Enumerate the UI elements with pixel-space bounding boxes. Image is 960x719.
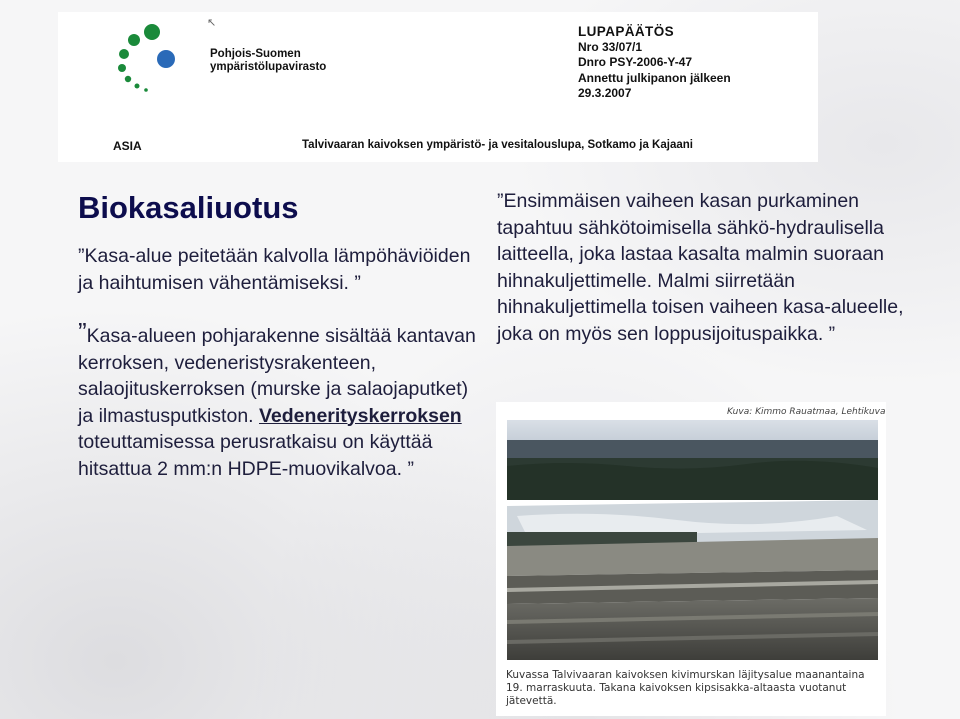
logo-dot [144,88,148,92]
paragraph-base-structure-rest: toteuttamisessa perusratkaisu on käyttää hitsattua 2 mm:n HDPE-muovikalvoa. [78,431,433,480]
decision-date: 29.3.2007 [578,86,632,100]
right-column-text-body: Ensimmäisen vaiheen kasan purkaminen tapahtuu sähkötoimisella sähkö-hydraulisella laitteella, joka lastaa kasalta malmin suoraan hihnakuljettimelle. Malmi siirretään hihnakuljettimella toisen vaiheen kasa-alueelle, joka on myös sen loppusijoituspaikka. [497,190,904,345]
quote-mark: ” [497,190,504,212]
photo-credit: Kuva: Kimmo Rauatmaa, Lehtikuva [727,407,886,417]
photo-caption: Kuvassa Talvivaaran kaivoksen kivimurskan läjitysalue maanantaina 19. marraskuuta. Takana kaivoksen kipsisakka-altaasta vuotanut jätevettä. [506,669,865,707]
logo-dot [157,50,175,68]
logo-dot [144,24,160,40]
decision-info [578,24,731,102]
record-number: Dnro PSY-2006-Y-47 [578,55,693,69]
quote-mark: ” [823,322,836,345]
paragraph-base-structure-text: Kasa-alueen pohjarakenne sisältää kantavan kerroksen, vedeneristysrakenteen, salaojituskerroksen (murske ja salaojaputket) ja ilmastusputkiston. [78,325,476,427]
logo-dot [125,76,131,82]
quote-mark: ” [402,457,414,480]
logo-dot [118,64,126,72]
left-column-text [78,243,478,482]
paragraph-base-structure [78,317,478,482]
logo-dot [119,49,129,59]
published-note: Annettu julkipanon jälkeen [578,70,731,85]
mine-site-photo [507,420,878,660]
organization-line1: Pohjois-Suomen [210,48,301,60]
subject-text: Talvivaaran kaivoksen ympäristö- ja vesitalouslupa, Sotkamo ja Kajaani [302,139,693,151]
quote-mark: ” [78,317,87,347]
paragraph-cover-film [78,243,478,296]
organization-name [210,48,326,74]
quote-mark: ” [78,245,85,267]
agency-logo [110,22,180,94]
logo-dot [135,84,140,89]
paragraph-cover-film-text: Kasa-alue peitetään kalvolla lämpöhäviöiden ja haihtumisen vähentämiseksi. [78,245,471,294]
logo-dot [128,34,140,46]
decision-title: LUPAPÄÄTÖS [578,24,675,39]
subject-label: ASIA [113,139,142,153]
right-column-text [497,188,937,347]
organization-line2: ympäristölupavirasto [210,61,327,73]
quote-mark: ” [348,271,361,294]
underlined-term: Vedenerityskerroksen [259,404,462,427]
slide-title: Biokasaliuotus [78,190,299,225]
decision-number: Nro 33/07/1 [578,39,643,54]
cursor-arrow-icon: ↖ [207,17,217,29]
